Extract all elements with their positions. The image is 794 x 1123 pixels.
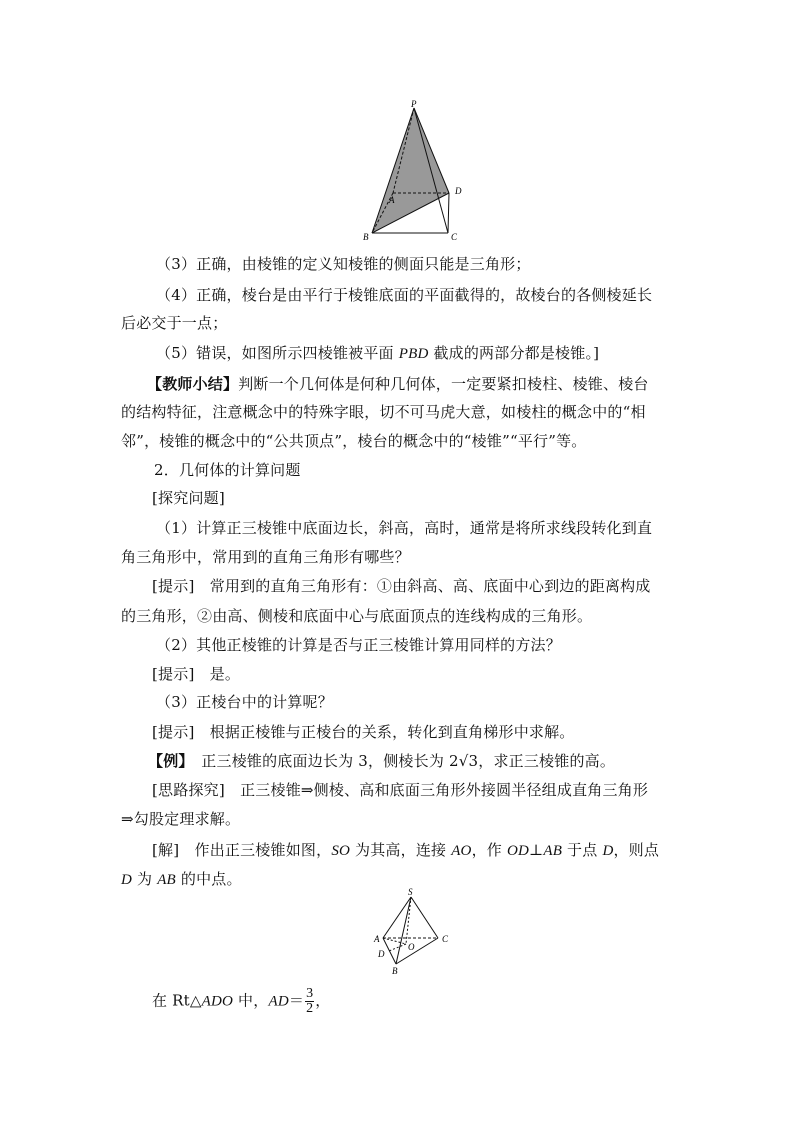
text-line-21 xyxy=(152,840,659,861)
fraction-numerator: 3 xyxy=(306,986,314,1001)
text-line-4-pre: （5）错误，如图所示四棱锥被平面 xyxy=(156,344,399,362)
text-line-5-body: 判断一个几何体是何种几何体，一定要紧扣棱柱、棱锥、棱台 xyxy=(238,375,649,393)
edge-sb xyxy=(396,897,411,964)
text-line-11: 角三角形中，常用到的直角三角形有哪些？ xyxy=(121,548,410,566)
line23-b: 中， xyxy=(233,991,269,1010)
text-line-4 xyxy=(156,343,599,364)
teacher-summary-heading: 【教师小结】 xyxy=(147,375,239,393)
example-text-post: ，求正三棱锥的高。 xyxy=(478,752,616,770)
label-s: S xyxy=(408,887,413,897)
perp-symbol: ⊥ xyxy=(529,841,544,859)
var-ado: ADO xyxy=(201,993,234,1010)
var-od: OD xyxy=(506,843,530,859)
label-o: O xyxy=(408,942,415,952)
edge-sc xyxy=(411,897,438,938)
example-heading: 【例】 xyxy=(148,752,187,770)
example-text-pre: 正三棱锥的底面边长为 3，侧棱长为 2 xyxy=(186,752,459,770)
text-line-19: [思路探究] 正三棱锥⇒侧棱、高和底面三角形外接圆半径组成直角三角形 xyxy=(152,781,649,799)
fraction-3-2 xyxy=(305,987,314,1016)
text-line-7: 邻”，棱锥的概念中的“公共顶点”，棱台的概念中的“棱锥”“平行”等。 xyxy=(121,432,587,450)
label-c: C xyxy=(451,232,458,242)
line23-a: 在 Rt△ xyxy=(152,991,202,1010)
example-line xyxy=(148,751,615,771)
label-p: P xyxy=(411,99,417,109)
text-line-17: [提示] 根据正棱锥与正棱台的关系，转化到直角梯形中求解。 xyxy=(152,723,575,741)
text-line-12: [提示] 常用到的直角三角形有：①由斜高、高、底面中心到边的距离构成 xyxy=(152,577,651,595)
var-so: SO xyxy=(331,843,351,859)
solution-e: ，则点 xyxy=(613,841,660,859)
text-line-13: 的三角形，②由高、侧棱和底面中心与底面顶点的连线构成的三角形。 xyxy=(121,607,593,625)
var-ao: AO xyxy=(451,843,472,859)
text-line-10: （1）计算正三棱锥中底面边长，斜高，高时，通常是将所求线段转化到直 xyxy=(156,519,653,537)
line23-c: ， xyxy=(315,991,331,1010)
text-line-2: （4）正确，棱台是由平行于棱锥底面的平面截得的，故棱台的各侧棱延长 xyxy=(156,286,653,304)
explore-question-heading: [探究问题] xyxy=(152,489,225,507)
shaded-face-pbd xyxy=(372,108,449,233)
label-b2: B xyxy=(392,966,398,976)
label-c2: C xyxy=(442,934,449,944)
text-line-14: （2）其他正棱锥的计算是否与正三棱锥计算用同样的方法？ xyxy=(156,636,561,654)
var-ab: AB xyxy=(543,843,563,859)
triangular-pyramid-figure xyxy=(368,886,458,976)
text-line-16: （3）正棱台中的计算呢？ xyxy=(156,693,333,711)
label-a: A xyxy=(389,195,395,205)
line22-b: 的中点。 xyxy=(175,870,242,888)
pyramid-figure xyxy=(355,98,475,244)
label-b: B xyxy=(363,232,369,242)
solution-b: 为其高，连接 xyxy=(350,841,452,859)
text-line-1: （3）正确，由棱锥的定义知棱锥的侧面只能是三角形； xyxy=(156,255,531,273)
label-d: D xyxy=(455,186,462,196)
text-line-15: [提示] 是。 xyxy=(152,665,241,683)
edge-od xyxy=(389,944,406,951)
text-line-5 xyxy=(147,374,649,394)
solution-c: ，作 xyxy=(471,841,507,859)
equals-sign: ＝ xyxy=(288,991,305,1010)
text-line-23 xyxy=(152,987,330,1016)
plane-pbd: PBD xyxy=(398,346,429,362)
label-d2: D xyxy=(378,949,385,959)
var-ab-2: AB xyxy=(157,872,176,888)
line22-a: 为 xyxy=(132,870,158,888)
edge-bc2 xyxy=(396,938,438,964)
edge-cd xyxy=(448,193,449,233)
label-a2: A xyxy=(374,934,380,944)
text-line-4-post: 截成的两部分都是棱锥。] xyxy=(428,344,600,362)
var-d-2: D xyxy=(121,872,133,888)
text-line-20: ⇒勾股定理求解。 xyxy=(121,810,241,828)
var-ad: AD xyxy=(268,993,289,1010)
text-line-3: 后必交于一点； xyxy=(121,314,228,332)
text-line-6: 的结构特征，注意概念中的特殊字眼，切不可马虎大意，如棱柱的概念中的“相 xyxy=(121,403,646,421)
edge-ao xyxy=(383,938,406,944)
sqrt-3: √3 xyxy=(458,752,479,770)
solution-a: [解] 作出正三棱锥如图， xyxy=(152,841,332,859)
text-line-22 xyxy=(121,869,242,890)
section-heading-2: 2．几何体的计算问题 xyxy=(154,461,301,479)
solution-d: 于点 xyxy=(562,841,603,859)
var-d: D xyxy=(602,843,614,859)
fraction-denominator: 2 xyxy=(306,1001,314,1016)
